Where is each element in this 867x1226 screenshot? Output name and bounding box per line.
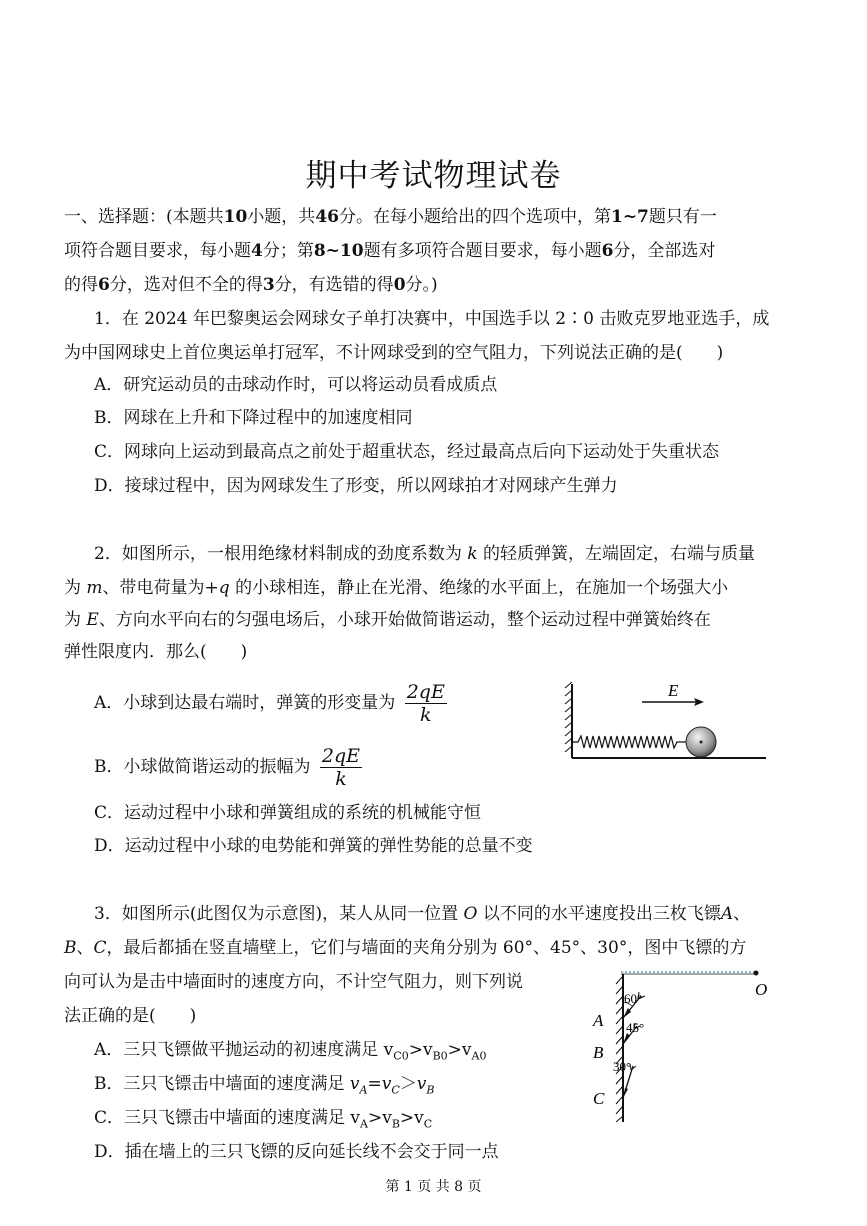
text: 的轻质弹簧，左端固定，右端与质量 [482,544,755,564]
denominator: k [335,768,347,790]
q1-option-d[interactable]: D．接球过程中，因为网球发生了形变，所以网球拍才对网球产生弹力 [94,476,618,496]
subscript: C [423,1117,433,1131]
section-instructions-line-2 [64,241,715,261]
q3-option-a[interactable] [94,1040,486,1066]
text: 分，选对但不全的得 [109,275,263,295]
text: 的得 [64,275,98,295]
angle-45: 45° [626,1020,645,1035]
subscript: B0 [432,1049,448,1063]
text: >v [408,1040,433,1060]
text: 分，有选错的得 [274,275,394,295]
variable: O [463,904,478,924]
subscript: C0 [393,1049,409,1063]
label-c: C [593,1089,605,1108]
text: C．三只飞镖击中墙面的速度满足 v [94,1108,361,1128]
bold-number: 4 [251,241,263,261]
q2-stem-line-4: 弹性限度内．那么( ) [64,642,248,662]
text: 、带电荷量为+ [102,578,219,598]
numerator: 2qE [406,681,445,703]
q2-option-d[interactable]: D．运动过程中小球的电势能和弹簧的弹性势能的总量不变 [94,836,533,856]
bold-number: 6 [601,241,614,261]
variable: q [218,578,230,598]
label-a: A [593,1011,604,1030]
label-o: O [755,980,768,999]
fraction [320,746,362,789]
text: >v [447,1040,472,1060]
spring-ball-figure [562,678,772,768]
field-label-e: E [668,681,679,700]
section-instructions-line-1 [64,207,717,227]
spring [572,736,686,748]
q3-stem-line-1 [94,904,750,924]
q3-option-d[interactable]: D．插在墙上的三只飞镖的反向延长线不会交于同一点 [94,1142,499,1162]
denominator: k [419,704,432,726]
exam-title: 期中考试物理试卷 [305,158,562,194]
text: 项符合题目要求，每小题 [64,241,251,261]
subscript: C [391,1083,400,1097]
variable: v [349,1074,360,1094]
text: >v [399,1108,424,1128]
text: >v [367,1108,392,1128]
text: 分。) [405,275,438,295]
bold-number: 0 [393,275,406,295]
q3-stem-line-3: 向可认为是击中墙面时的速度方向，不计空气阻力，则下列说 [64,972,523,992]
angle-30: 30° [613,1059,632,1074]
q1-option-b[interactable]: B．网球在上升和下降过程中的加速度相同 [94,408,413,428]
variable: C [93,938,107,958]
bold-number: 6 [98,275,110,295]
text: 为 [64,610,81,630]
angle-60: 60° [624,991,643,1006]
text: ，最后都插在竖直墙壁上，它们与墙面的夹角分别为 60°、45°、30°，图中飞镖的方 [106,938,747,958]
text: 小题，共 [247,207,316,227]
vertical-wall [616,974,623,1122]
text: ＞ [399,1074,417,1094]
text: 、 [76,938,94,958]
bold-number: 1~7 [610,207,649,227]
q2-stem-line-2 [64,578,728,598]
text: 为 [64,578,81,598]
q2-stem-line-1 [94,544,755,564]
text: A．三只飞镖做平抛运动的初速度满足 v [94,1040,394,1060]
variable: k [467,544,478,564]
q1-option-c[interactable]: C．网球向上运动到最高点之前处于超重状态，经过最高点后向下运动处于失重状态 [94,442,720,462]
text: 分；第 [262,241,314,261]
text: B．三只飞镖击中墙面的速度满足 [94,1074,350,1094]
variable: m [86,578,103,598]
variable: A [720,904,734,924]
q2-option-c[interactable]: C．运动过程中小球和弹簧组成的系统的机械能守恒 [94,803,482,823]
bold-number: 46 [315,207,339,227]
text: 题有多项符合题目要求，每小题 [363,241,602,261]
subscript: A0 [471,1049,487,1063]
text: 3．如图所示(此图仅为示意图)，某人从同一位置 [94,904,459,924]
point-o [754,971,759,976]
page-footer: 第 1 页 共 8 页 [385,1179,482,1195]
fraction [405,682,447,725]
text: 2．如图所示，一根用绝缘材料制成的劲度系数为 [94,544,462,564]
q1-stem-line-2: 为中国网球史上首位奥运单打冠军，不计网球受到的空气阻力，下列说法正确的是( ) [64,343,724,363]
variable: E [86,610,99,630]
bold-number: 3 [262,275,275,295]
section-instructions-line-3 [64,275,438,295]
q3-option-c[interactable] [94,1108,432,1134]
q3-stem-line-2 [64,938,746,958]
q3-stem-line-4: 法正确的是( ) [64,1006,197,1026]
text: 分，全部选对 [613,241,716,261]
ball-center-dot [700,741,703,744]
text: 的小球相连，静止在光滑、绝缘的水平面上，在施加一个场强大小 [235,578,729,598]
subscript: B [426,1083,435,1097]
text: 、 [733,904,751,924]
text: 、方向水平向右的匀强电场后，小球开始做简谐运动，整个运动过程中弹簧始终在 [98,610,711,630]
text: B．小球做简谐运动的振幅为 [94,757,311,777]
subscript: B [391,1117,400,1131]
bold-number: 8~10 [313,241,364,261]
darts-wall-figure [585,962,775,1132]
text: 一、选择题：(本题共 [64,207,224,227]
variable: v [381,1074,392,1094]
text: 分。在每小题给出的四个选项中，第 [338,207,611,227]
subscript: A [360,1117,368,1131]
q2-option-b[interactable] [94,746,362,789]
text: A．小球到达最右端时，弹簧的形变量为 [94,693,396,713]
q3-option-b[interactable] [94,1074,434,1100]
q1-stem-line-1: 1．在 2024 年巴黎奥运会网球女子单打决赛中，中国选手以 2∶0 击败克罗地亚选手，成 [94,309,770,329]
label-b: B [593,1043,604,1062]
subscript: A [359,1083,368,1097]
text: 以不同的水平速度投出三枚飞镖 [482,904,721,924]
text: = [367,1074,382,1094]
text: 题只有一 [648,207,717,227]
left-wall [565,682,572,758]
variable: v [416,1074,427,1094]
variable: B [64,938,77,958]
bold-number: 10 [223,207,248,227]
q1-option-a[interactable]: A．研究运动员的击球动作时，可以将运动员看成质点 [94,375,498,395]
q2-option-a[interactable] [94,682,447,725]
q2-stem-line-3 [64,610,711,630]
numerator: 2qE [321,745,361,767]
